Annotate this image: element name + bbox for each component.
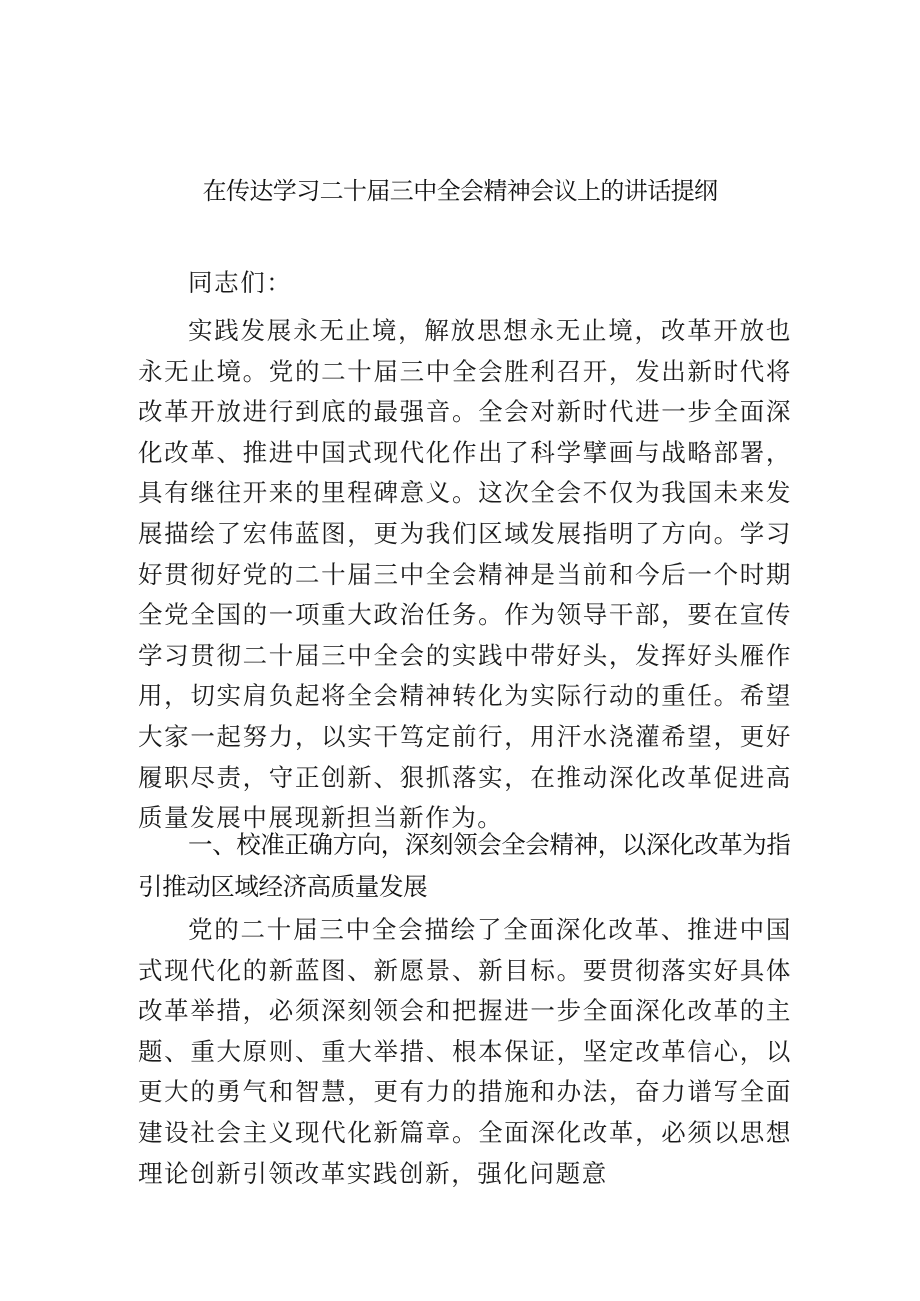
paragraph-intro: 实践发展永无止境，解放思想永无止境，改革开放也永无止境。党的二十届三中全会胜利召开，发出新时代将改革开放进行到底的最强音。全会对新时代进一步全面深化改革、推进中国式现代化作出了科学擘画与战略部署，具有继往开来的里程碑意义。这次全会不仅为我国未来发展描绘了宏伟蓝图，更为我们区域发展指明了方向。学习好贯彻好党的二十届三中全会精神是当前和今后一个时期全党全国的一项重大政治任务。作为领导干部，要在宣传学习贯彻二十届三中全会的实践中带好头，发挥好头雁作用，切实肩负起将全会精神转化为实际行动的重任。希望大家一起努力，以实干笃定前行，用汗水浇灌希望，更好履职尽责，守正创新、狠抓落实，在推动深化改革促进高质量发展中展现新担当新作为。 [138,316,792,833]
section-heading-1: 一、校准正确方向，深刻领会全会精神，以深化改革为指引推动区域经济高质量发展 [138,830,791,901]
document-title: 在传达学习二十届三中全会精神会议上的讲话提纲 [202,177,718,205]
greeting-line: 同志们： [188,268,293,297]
paragraph-section-1: 党的二十届三中全会描绘了全面深化改革、推进中国式现代化的新蓝图、新愿景、新目标。要贯彻落实好具体改革举措，必须深刻领会和把握进一步全面深化改革的主题、重大原则、重大举措、根本保证，坚定改革信心，以更大的勇气和智慧，更有力的措施和办法，奋力谱写全面建设社会主义现代化新篇章。全面深化改革，必须以思想理论创新引领改革实践创新，强化问题意 [138,915,792,1188]
